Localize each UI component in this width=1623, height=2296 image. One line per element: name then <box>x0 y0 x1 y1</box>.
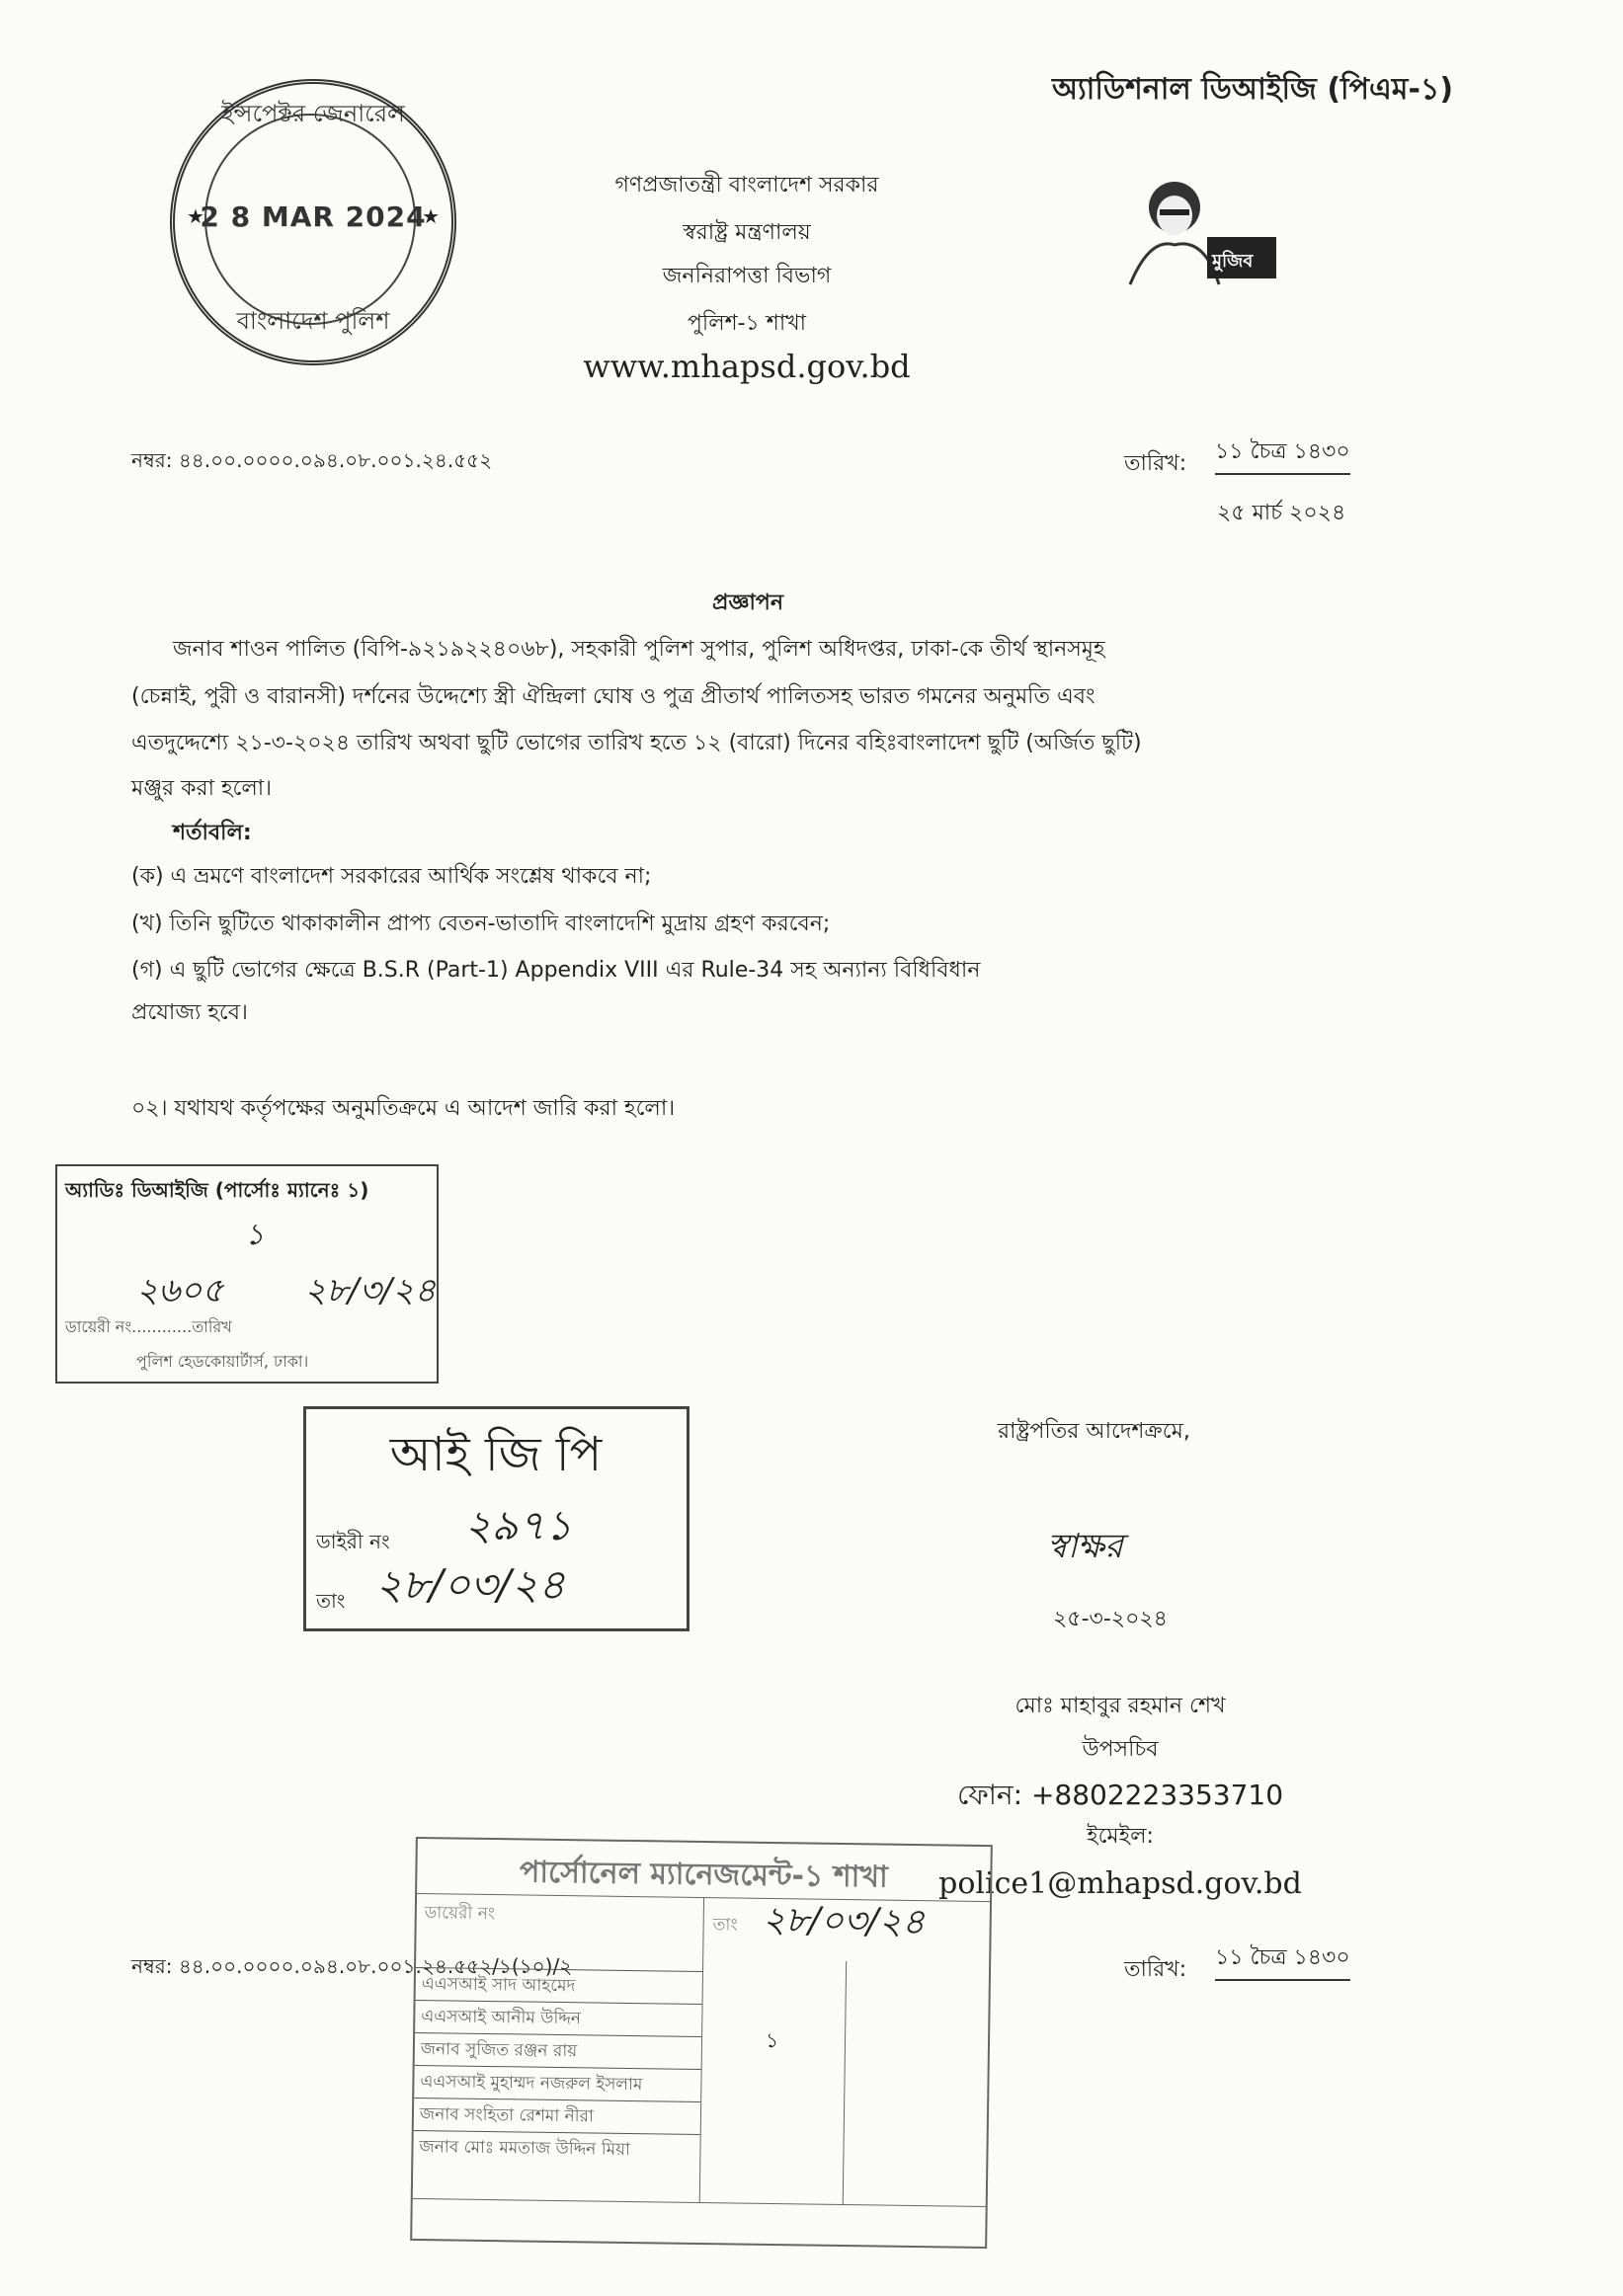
round-date-stamp <box>170 79 456 365</box>
stamp-date: 2 8 MAR 2024 <box>200 200 427 233</box>
handwritten-date: ২৮/০৩/২৪ <box>762 1899 926 1943</box>
body-line: এতদুদ্দেশ্যে ২১-৩-২০২৪ তারিখ অথবা ছুটি ভোগের তারিখ হতে ১২ (বারো) দিনের বহিঃবাংলাদেশ ছুটি (অর্জিত ছুটি) <box>131 731 1142 755</box>
body-line: (চেন্নাই, পুরী ও বারানসী) দর্শনের উদ্দেশ্যে স্ত্রী ঐন্দ্রিলা ঘোষ ও পুত্র প্রীতার্থ পালিতসহ ভারত গমনের অনুমতি এবং <box>131 684 1096 709</box>
recipient-row: জনাব মোঃ মমতাজ উদ্দিন মিয়া <box>413 2130 699 2167</box>
condition-item: প্রযোজ্য হবে। <box>131 1000 248 1025</box>
signature: স্বাক্ষর <box>1047 1527 1123 1566</box>
star-icon: ★ <box>187 204 204 228</box>
order-of-president: রাষ্ট্রপতির আদেশক্রমে, <box>998 1419 1190 1444</box>
condition-item: (ক) এ ভ্রমণে বাংলাদেশ সরকারের আর্থিক সংশ্লেষ থাকবে না; <box>131 864 652 889</box>
memo-date-label: তারিখ: <box>1124 451 1187 476</box>
recipient-row: জনাব সংহিতা রেশমা নীরা <box>414 2098 700 2134</box>
stamp-mark: ১ <box>765 2027 779 2053</box>
stamp-title: পার্সোনেল ম্যানেজমেন্ট-১ শাখা <box>519 1855 888 1895</box>
date-label: তাং <box>316 1589 346 1613</box>
handwritten-diary-number: ২৯৭১ <box>464 1501 573 1549</box>
diary-label: ডায়েরী নং............তারিখ <box>65 1317 232 1336</box>
copy-date-bangla: ১১ চৈত্র ১৪৩০ <box>1215 1940 1350 1981</box>
signature-date: ২৫-৩-২০২৪ <box>1053 1607 1168 1631</box>
condition-item: (গ) এ ছুটি ভোগের ক্ষেত্রে B.S.R (Part-1) Appendix VIII এর Rule-34 সহ অন্যান্য বিধিবিধান <box>131 958 981 983</box>
copy-date-label: তারিখ: <box>1124 1957 1187 1982</box>
date-label: তাং <box>712 1915 738 1936</box>
handwritten-date: ২৮/০৩/২৪ <box>375 1560 566 1609</box>
copy-memo-number: নম্বর: ৪৪.০০.০০০০.০৯৪.০৮.০০১.২৪.৫৫২/১(১০)/২ <box>131 1954 573 1978</box>
addl-dig-stamp <box>55 1164 439 1384</box>
stamp-mark: ১ <box>245 1218 265 1252</box>
signatory-name: মোঃ মাহাবুর রহমান শেখ <box>1014 1694 1226 1718</box>
header-division: জননিরাপত্তা বিভাগ <box>662 264 832 288</box>
svg-text:মুজিব: মুজিব <box>1212 251 1254 272</box>
email-label: ইমেইল: <box>1087 1824 1154 1849</box>
handwritten-diary-number: ২৬০৫ <box>136 1271 224 1310</box>
igp-stamp <box>303 1406 690 1631</box>
header-government: গণপ্রজাতন্ত্রী বাংলাদেশ সরকার <box>614 173 879 198</box>
conditions-heading: শর্তাবলি: <box>173 821 252 845</box>
signatory-email[interactable]: police1@mhapsd.gov.bd <box>938 1866 1302 1901</box>
body-line: মঞ্জুর করা হলো। <box>131 776 273 801</box>
star-icon: ★ <box>422 204 440 228</box>
signatory-designation: উপসচিব <box>1082 1737 1159 1762</box>
memo-date-bangla: ১১ চৈত্র ১৪৩০ <box>1215 435 1350 475</box>
stamp-top-text: ইন্সপেক্টর জেনারেল <box>221 100 405 127</box>
handwritten-date: ২৮/৩/২৪ <box>304 1271 437 1310</box>
order-line: ০২। যথাযথ কর্তৃপক্ষের অনুমতিক্রমে এ আদেশ জারি করা হলো। <box>131 1096 676 1121</box>
condition-item: (খ) তিনি ছুটিতে থাকাকালীন প্রাপ্য বেতন-ভাতাদি বাংলাদেশি মুদ্রায় গ্রহণ করবেন; <box>131 911 831 936</box>
recipient-row: এএসআই সাদ আহমেদ <box>416 1967 702 2004</box>
memo-date-english: ২৫ মার্চ ২০২৪ <box>1217 501 1346 525</box>
header-website: www.mhapsd.gov.bd <box>583 348 911 385</box>
stamp-title: অ্যাডিঃ ডিআইজি (পার্সোঃ ম্যানেঃ ১) <box>65 1178 369 1202</box>
recipient-row: এএসআই মুহাম্মদ নজরুল ইসলাম <box>414 2065 700 2101</box>
body-line: জনাব শাওন পালিত (বিপি-৯২১৯২২৪০৬৮), সহকারী পুলিশ সুপার, পুলিশ অধিদপ্তর, ঢাকা-কে তীর্থ স্থানসমূহ <box>173 637 1105 662</box>
diary-label: ডায়েরী নং <box>424 1903 496 1925</box>
memo-number: নম্বর: ৪৪.০০.০০০০.০৯৪.০৮.০০১.২৪.৫৫২ <box>131 448 493 472</box>
mujib-100-logo <box>1120 168 1288 286</box>
diary-label: ডাইরী নং <box>316 1530 390 1553</box>
stamp-title: আই জি পি <box>389 1427 603 1482</box>
recipient-row: জনাব সুজিত রঞ্জন রায় <box>415 2032 701 2069</box>
stamp-bottom-text: বাংলাদেশ পুলিশ <box>236 307 390 335</box>
header-ministry: স্বরাষ্ট্র মন্ত্রণালয় <box>683 220 811 245</box>
personnel-management-stamp <box>410 1837 993 2249</box>
header-branch: পুলিশ-১ শাখা <box>687 311 807 336</box>
recipient-row: এএসআই আনীম উদ্দিন <box>415 2000 701 2036</box>
signatory-phone: ফোন: +8802223353710 <box>956 1779 1284 1811</box>
stamp-footer: পুলিশ হেডকোয়ার্টার্স, ঢাকা। <box>136 1352 309 1371</box>
top-right-title: অ্যাডিশনাল ডিআইজি (পিএম-১) <box>1052 72 1454 107</box>
document-title: প্রজ্ঞাপন <box>712 591 783 615</box>
